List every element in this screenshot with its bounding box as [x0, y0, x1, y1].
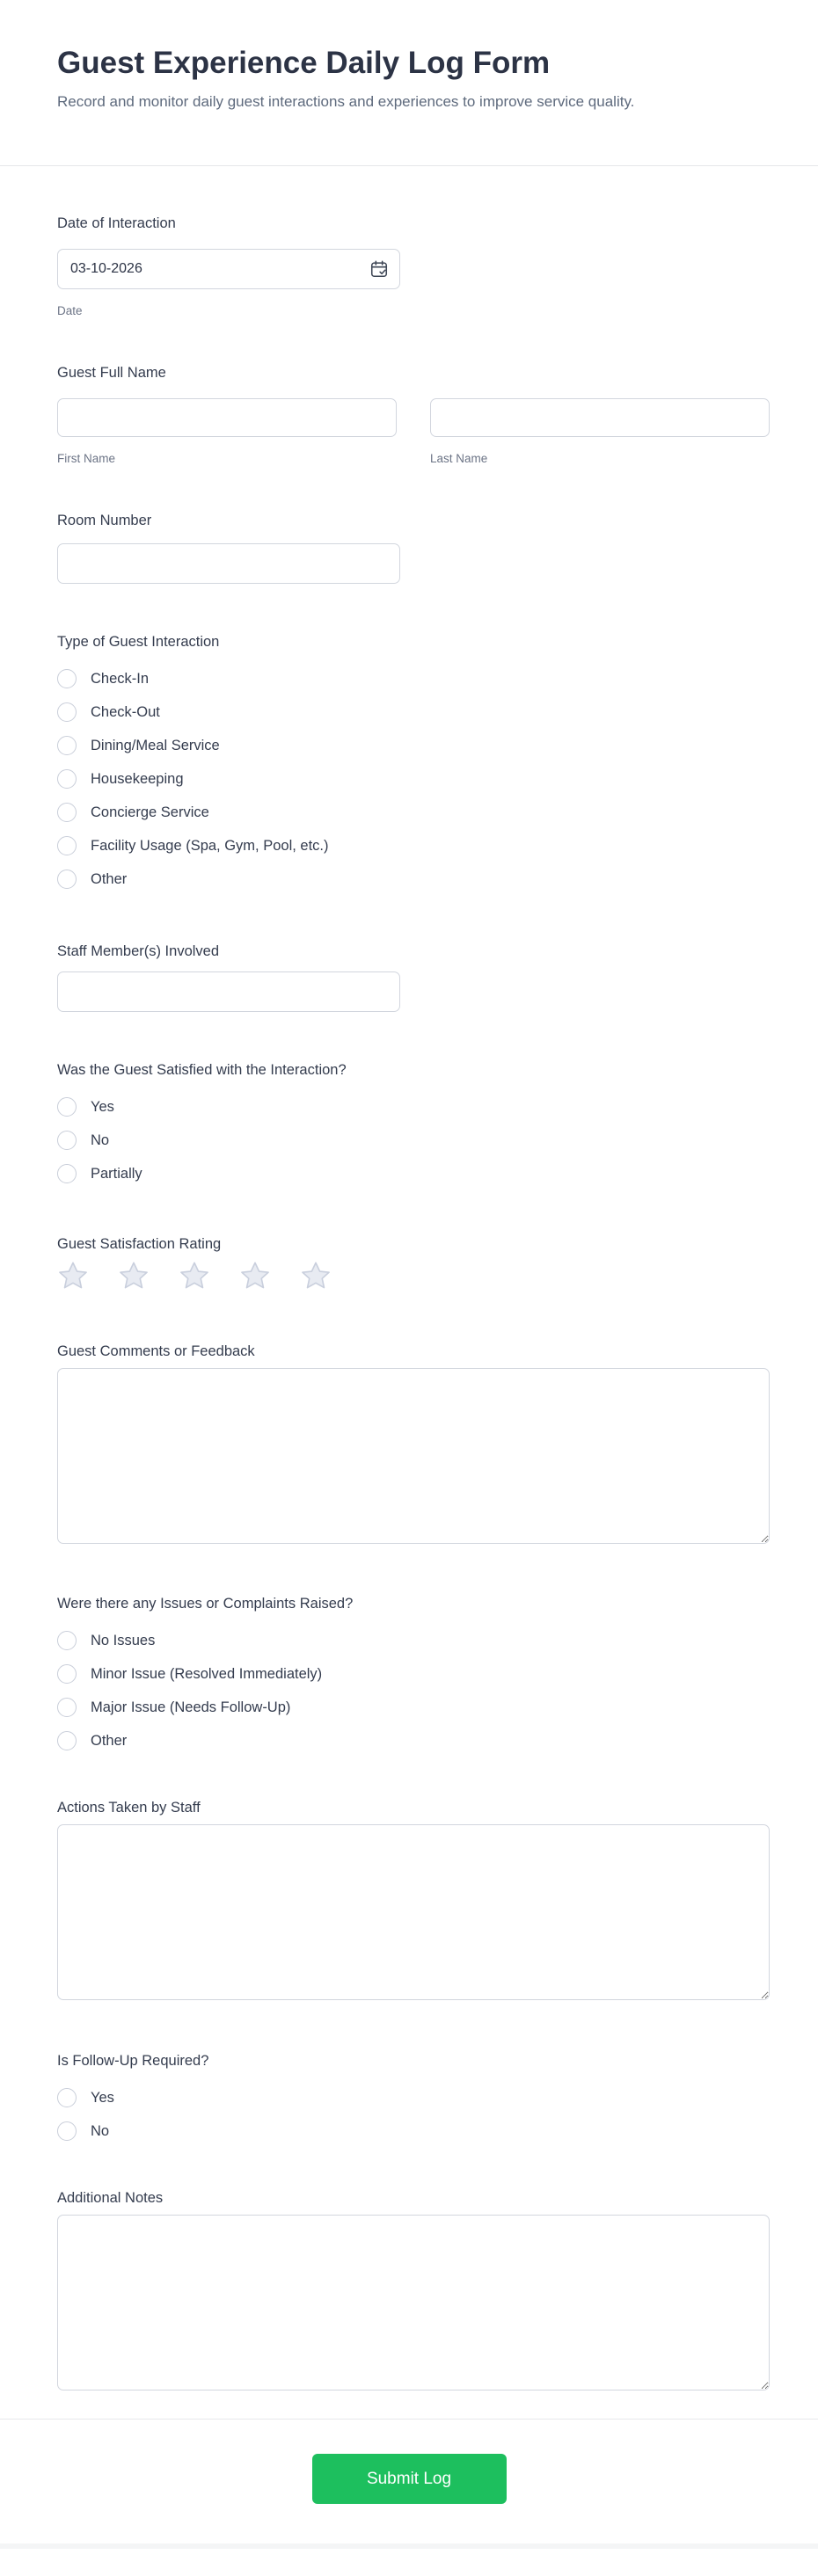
radio-icon[interactable]: [57, 2088, 77, 2107]
interaction-type-options: [57, 662, 770, 896]
radio-option-label: No: [91, 2122, 110, 2139]
followup-label: Is Follow-Up Required?: [57, 2053, 209, 2069]
radio-icon[interactable]: [57, 736, 77, 755]
radio-icon[interactable]: [57, 1131, 77, 1150]
radio-option[interactable]: [57, 862, 770, 896]
radio-option-label: Dining/Meal Service: [91, 737, 220, 753]
radio-option[interactable]: [57, 796, 770, 829]
star-icon[interactable]: [300, 1261, 332, 1291]
radio-option[interactable]: [57, 1724, 770, 1757]
actions-label: Actions Taken by Staff: [57, 1800, 201, 1816]
star-icon[interactable]: [118, 1261, 150, 1291]
radio-option-label: Yes: [91, 1098, 114, 1115]
first-name-input[interactable]: [57, 398, 397, 437]
comments-textarea[interactable]: [57, 1368, 770, 1544]
radio-option-label: Facility Usage (Spa, Gym, Pool, etc.): [91, 837, 329, 854]
question-followup-required: [57, 2051, 770, 2148]
room-number-input[interactable]: [57, 543, 400, 584]
radio-option[interactable]: [57, 762, 770, 796]
issues-options: [57, 1624, 770, 1757]
form-body: [0, 214, 818, 2420]
radio-option-label: Minor Issue (Resolved Immediately): [91, 1665, 323, 1682]
radio-option-label: No: [91, 1132, 110, 1148]
question-guest-satisfied: [57, 1060, 770, 1190]
radio-option-label: Partially: [91, 1165, 142, 1182]
radio-option-label: Housekeeping: [91, 770, 184, 787]
actions-textarea[interactable]: [57, 1824, 770, 2000]
rating-label: Guest Satisfaction Rating: [57, 1236, 222, 1252]
radio-icon[interactable]: [57, 1698, 77, 1717]
radio-option[interactable]: [57, 1124, 770, 1157]
star-icon[interactable]: [179, 1261, 210, 1291]
form-subtitle: Record and monitor daily guest interactions and experiences to improve service quality.: [57, 93, 635, 110]
radio-icon[interactable]: [57, 769, 77, 789]
radio-icon[interactable]: [57, 1631, 77, 1650]
radio-option[interactable]: [57, 829, 770, 862]
radio-option-label: Check-In: [91, 670, 150, 687]
radio-icon[interactable]: [57, 870, 77, 889]
radio-option-label: Other: [91, 1732, 128, 1749]
star-icon[interactable]: [57, 1261, 89, 1291]
radio-option-label: Yes: [91, 2089, 114, 2106]
question-staff-involved: [57, 942, 770, 1012]
satisfied-options: [57, 1090, 770, 1190]
question-date-of-interaction: [57, 214, 770, 318]
radio-option-label: Other: [91, 870, 128, 887]
satisfied-label: Was the Guest Satisfied with the Interaction?: [57, 1062, 347, 1078]
last-name-sublabel: Last Name: [430, 452, 488, 465]
radio-option-label: Concierge Service: [91, 804, 209, 820]
radio-option-label: No Issues: [91, 1632, 156, 1648]
radio-icon[interactable]: [57, 1097, 77, 1117]
issues-label: Were there any Issues or Complaints Raised?: [57, 1596, 354, 1612]
star-rating: [57, 1261, 770, 1291]
radio-option[interactable]: [57, 1090, 770, 1124]
radio-option[interactable]: [57, 1157, 770, 1190]
radio-option[interactable]: [57, 1657, 770, 1691]
question-additional-notes: [57, 2188, 770, 2390]
radio-option[interactable]: [57, 729, 770, 762]
date-input[interactable]: [57, 249, 400, 289]
submit-button[interactable]: Submit Log: [312, 2454, 507, 2504]
date-sublabel: Date: [57, 304, 83, 317]
followup-options: [57, 2081, 770, 2148]
radio-option[interactable]: [57, 695, 770, 729]
page-bottom-strip: [0, 2543, 818, 2549]
radio-icon[interactable]: [57, 803, 77, 822]
question-satisfaction-rating: [57, 1234, 770, 1291]
date-label: Date of Interaction: [57, 215, 176, 231]
radio-option[interactable]: [57, 2114, 770, 2148]
radio-option[interactable]: [57, 1691, 770, 1724]
last-name-input[interactable]: [430, 398, 770, 437]
notes-textarea[interactable]: [57, 2215, 770, 2390]
star-icon[interactable]: [239, 1261, 271, 1291]
radio-option-label: Major Issue (Needs Follow-Up): [91, 1699, 291, 1715]
radio-option-label: Check-Out: [91, 703, 160, 720]
room-label: Room Number: [57, 513, 152, 528]
question-issues-raised: [57, 1594, 770, 1757]
question-room-number: [57, 511, 770, 584]
radio-icon[interactable]: [57, 702, 77, 722]
staff-label: Staff Member(s) Involved: [57, 943, 220, 959]
radio-icon[interactable]: [57, 836, 77, 855]
radio-icon[interactable]: [57, 1164, 77, 1183]
question-guest-full-name: [57, 363, 770, 466]
form-header: [0, 0, 818, 166]
interaction-type-label: Type of Guest Interaction: [57, 634, 220, 650]
question-actions-taken: [57, 1798, 770, 2000]
name-label: Guest Full Name: [57, 365, 166, 381]
staff-input[interactable]: [57, 971, 400, 1012]
radio-icon[interactable]: [57, 2121, 77, 2141]
radio-option[interactable]: [57, 1624, 770, 1657]
radio-option[interactable]: [57, 662, 770, 695]
first-name-sublabel: First Name: [57, 452, 116, 465]
form-title: Guest Experience Daily Log Form: [57, 46, 551, 80]
notes-label: Additional Notes: [57, 2190, 164, 2206]
radio-icon[interactable]: [57, 1731, 77, 1750]
radio-icon[interactable]: [57, 1664, 77, 1684]
submit-section: [0, 2420, 818, 2543]
comments-label: Guest Comments or Feedback: [57, 1343, 255, 1359]
question-interaction-type: [57, 632, 770, 896]
question-guest-comments: [57, 1342, 770, 1544]
radio-option[interactable]: [57, 2081, 770, 2114]
radio-icon[interactable]: [57, 669, 77, 688]
